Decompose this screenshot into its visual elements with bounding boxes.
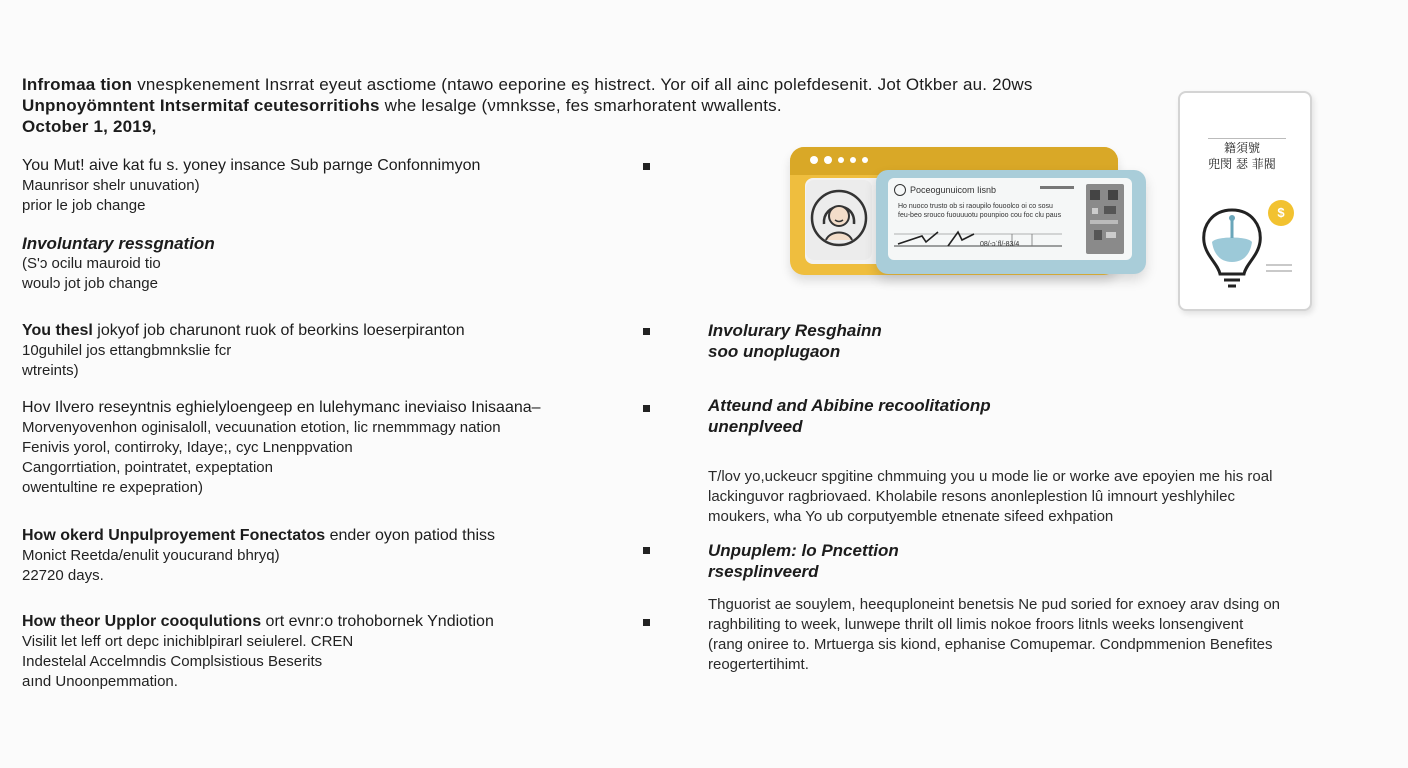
left-block-2-line: woulɔ jot job change bbox=[22, 275, 158, 292]
left-block-6-line: aınd Unoonpemmation. bbox=[22, 673, 178, 690]
right-block-3-line: raghbiliting to week, lunwepe thrilt oll limis nokoe froors litnls weeks lonsengivent bbox=[708, 616, 1244, 633]
left-block-4-line: Cangorrtiation, pointratet, expeptation bbox=[22, 459, 273, 476]
left-block-5-line: Monict Reetda/enulit youcurand bhryq) bbox=[22, 547, 280, 564]
right-block-3-title: Unpuplem: lo Pncettion bbox=[708, 541, 899, 560]
left-block-3-line: 10guhilel jos ettangbmnkslie fcr bbox=[22, 342, 232, 359]
right-block-2-body bbox=[708, 467, 1272, 527]
id-seal-icon bbox=[894, 184, 906, 196]
header-date: October 1, 2019, bbox=[22, 117, 157, 136]
right-block-3-subtitle: rsesplinveerd bbox=[708, 562, 819, 581]
left-block-3-title: You thesl jokyof job charunont ruok of beorkins loeserpiranton bbox=[22, 322, 465, 339]
id-card-text: Ho nuoco trusto ob si raoupilo fouoolco oi co sosu bbox=[898, 203, 1053, 210]
phone-dash bbox=[1266, 270, 1292, 272]
right-block-3-line: Thguorist ae souylem, heequploneint benetsis Ne pud soried for exnoey arav dsing on bbox=[708, 596, 1281, 613]
left-block-6 bbox=[22, 612, 612, 692]
header-line-1: Infromaa tion vnespkenement Insrrat eyeut asctiome (ntawo eeporine eş histrect. Yor oif all ainc polefdesenit. Jot Otkber au. 20ws bbox=[22, 75, 1033, 94]
window-dot-icon bbox=[850, 157, 856, 163]
bullet-marker bbox=[643, 547, 650, 554]
left-block-1 bbox=[22, 156, 612, 216]
id-card-heading: Ρoceogunuicom Iisnb bbox=[910, 185, 997, 195]
right-block-2-line: T/lov yo,uckeucr spgitine chmmuing you u mode lie or worke ave epoyien me his roal bbox=[708, 468, 1273, 485]
left-block-6-line: Visilit let leff ort depc inichiblpirarl seiulerel. CREN bbox=[22, 633, 354, 650]
phone-divider bbox=[1208, 138, 1286, 139]
id-card-number: 08/-ɔˈfl/-83/4 bbox=[980, 241, 1020, 248]
id-card-text: feu-beo srouco fuouuuotu pounpioo cou foc clu paus bbox=[898, 212, 1062, 219]
right-block-2-line: moukers, wha Yo ub corputyemble etnenate sifeed exhpation bbox=[708, 508, 1114, 525]
right-block-1 bbox=[708, 320, 882, 362]
left-block-4 bbox=[22, 398, 612, 498]
phone-dash bbox=[1266, 264, 1292, 266]
left-block-5 bbox=[22, 526, 612, 586]
window-dot-icon bbox=[862, 157, 868, 163]
bullet-marker bbox=[643, 619, 650, 626]
avatar bbox=[806, 180, 872, 260]
left-block-6-line: Indestelal Accelmndis Complsistious Beserits bbox=[22, 653, 323, 670]
left-block-5-title: How okerd Unpulproyement Fonectatos ender oyon patiod thiss bbox=[22, 527, 496, 544]
right-block-2-line: lackinguvor ragbriovaed. Kholabile resons anonleplestion lû imnourt yeshlyhilec bbox=[708, 488, 1235, 505]
phone-label: 籍須號 兜閔 瑟 菲閥 bbox=[1208, 141, 1276, 171]
left-block-4-line: owentultine re expepration) bbox=[22, 479, 203, 496]
lightbulb-icon bbox=[1196, 204, 1268, 290]
bullet-marker bbox=[643, 405, 650, 412]
avatar-icon bbox=[806, 180, 872, 260]
right-block-2-title: Atteund and Abibine recoolitationp bbox=[708, 396, 991, 415]
right-block-1-title: Involurary Resghainn bbox=[708, 321, 882, 340]
left-block-3 bbox=[22, 321, 612, 381]
id-card-line bbox=[1040, 186, 1074, 189]
window-dot-icon bbox=[838, 157, 844, 163]
left-block-1-line: prior le job change bbox=[22, 197, 146, 214]
left-block-1-title: You Mut! aive kat fu s. yoney insance Sub parnge Confonnimyon bbox=[22, 157, 481, 174]
window-dot-icon bbox=[824, 156, 832, 164]
bullet-marker bbox=[643, 328, 650, 335]
document-header bbox=[22, 74, 1172, 137]
left-block-6-title: How theor Upplor cooqulutions ort evnr:o trohobornek Yndiotion bbox=[22, 613, 494, 630]
left-block-2 bbox=[22, 234, 612, 294]
right-block-3-line: reogertertihimt. bbox=[708, 656, 809, 673]
left-block-3-line: wtreints) bbox=[22, 362, 79, 379]
right-block-3 bbox=[708, 540, 899, 582]
right-block-2 bbox=[708, 395, 991, 437]
right-block-3-line: (rang oniree to. Mrtuerga sis kiond, ephanise Comupemar. Condpmmenion Benefites bbox=[708, 636, 1273, 653]
left-block-4-line: Fenivis yorol, contirroky, Idaye;, cyc Lnenppvation bbox=[22, 439, 353, 456]
bullet-marker bbox=[643, 163, 650, 170]
left-block-4-title: Hov Ilvero reseyntnis eghielyloengeep en lulehymanc ineviaiso Inisaana– bbox=[22, 399, 541, 416]
right-block-1-subtitle: soo unoplugaon bbox=[708, 342, 841, 361]
qr-code-icon bbox=[1086, 184, 1124, 254]
window-dot-icon bbox=[810, 156, 818, 164]
left-block-1-line: Maunrisor shelr unuvation) bbox=[22, 177, 200, 194]
coin-icon: $ bbox=[1268, 200, 1294, 226]
right-block-2-subtitle: unenplveed bbox=[708, 417, 803, 436]
header-line-2: Unpnoyömntent Intsermitaf ceutesorritiohs whe lesalge (νmnksse, fes smarhoratent wwallents. bbox=[22, 96, 782, 115]
left-block-4-line: Morvenyovenhon oginisaloll, vecuunation etotion, lic rnemmmagy nation bbox=[22, 419, 501, 436]
right-block-3-body bbox=[708, 595, 1280, 675]
left-block-2-line: (S'ɔ ocilu mauroid tio bbox=[22, 255, 161, 272]
left-block-2-title: Involuntary ressgnation bbox=[22, 234, 215, 253]
left-block-5-line: 22720 days. bbox=[22, 567, 104, 584]
